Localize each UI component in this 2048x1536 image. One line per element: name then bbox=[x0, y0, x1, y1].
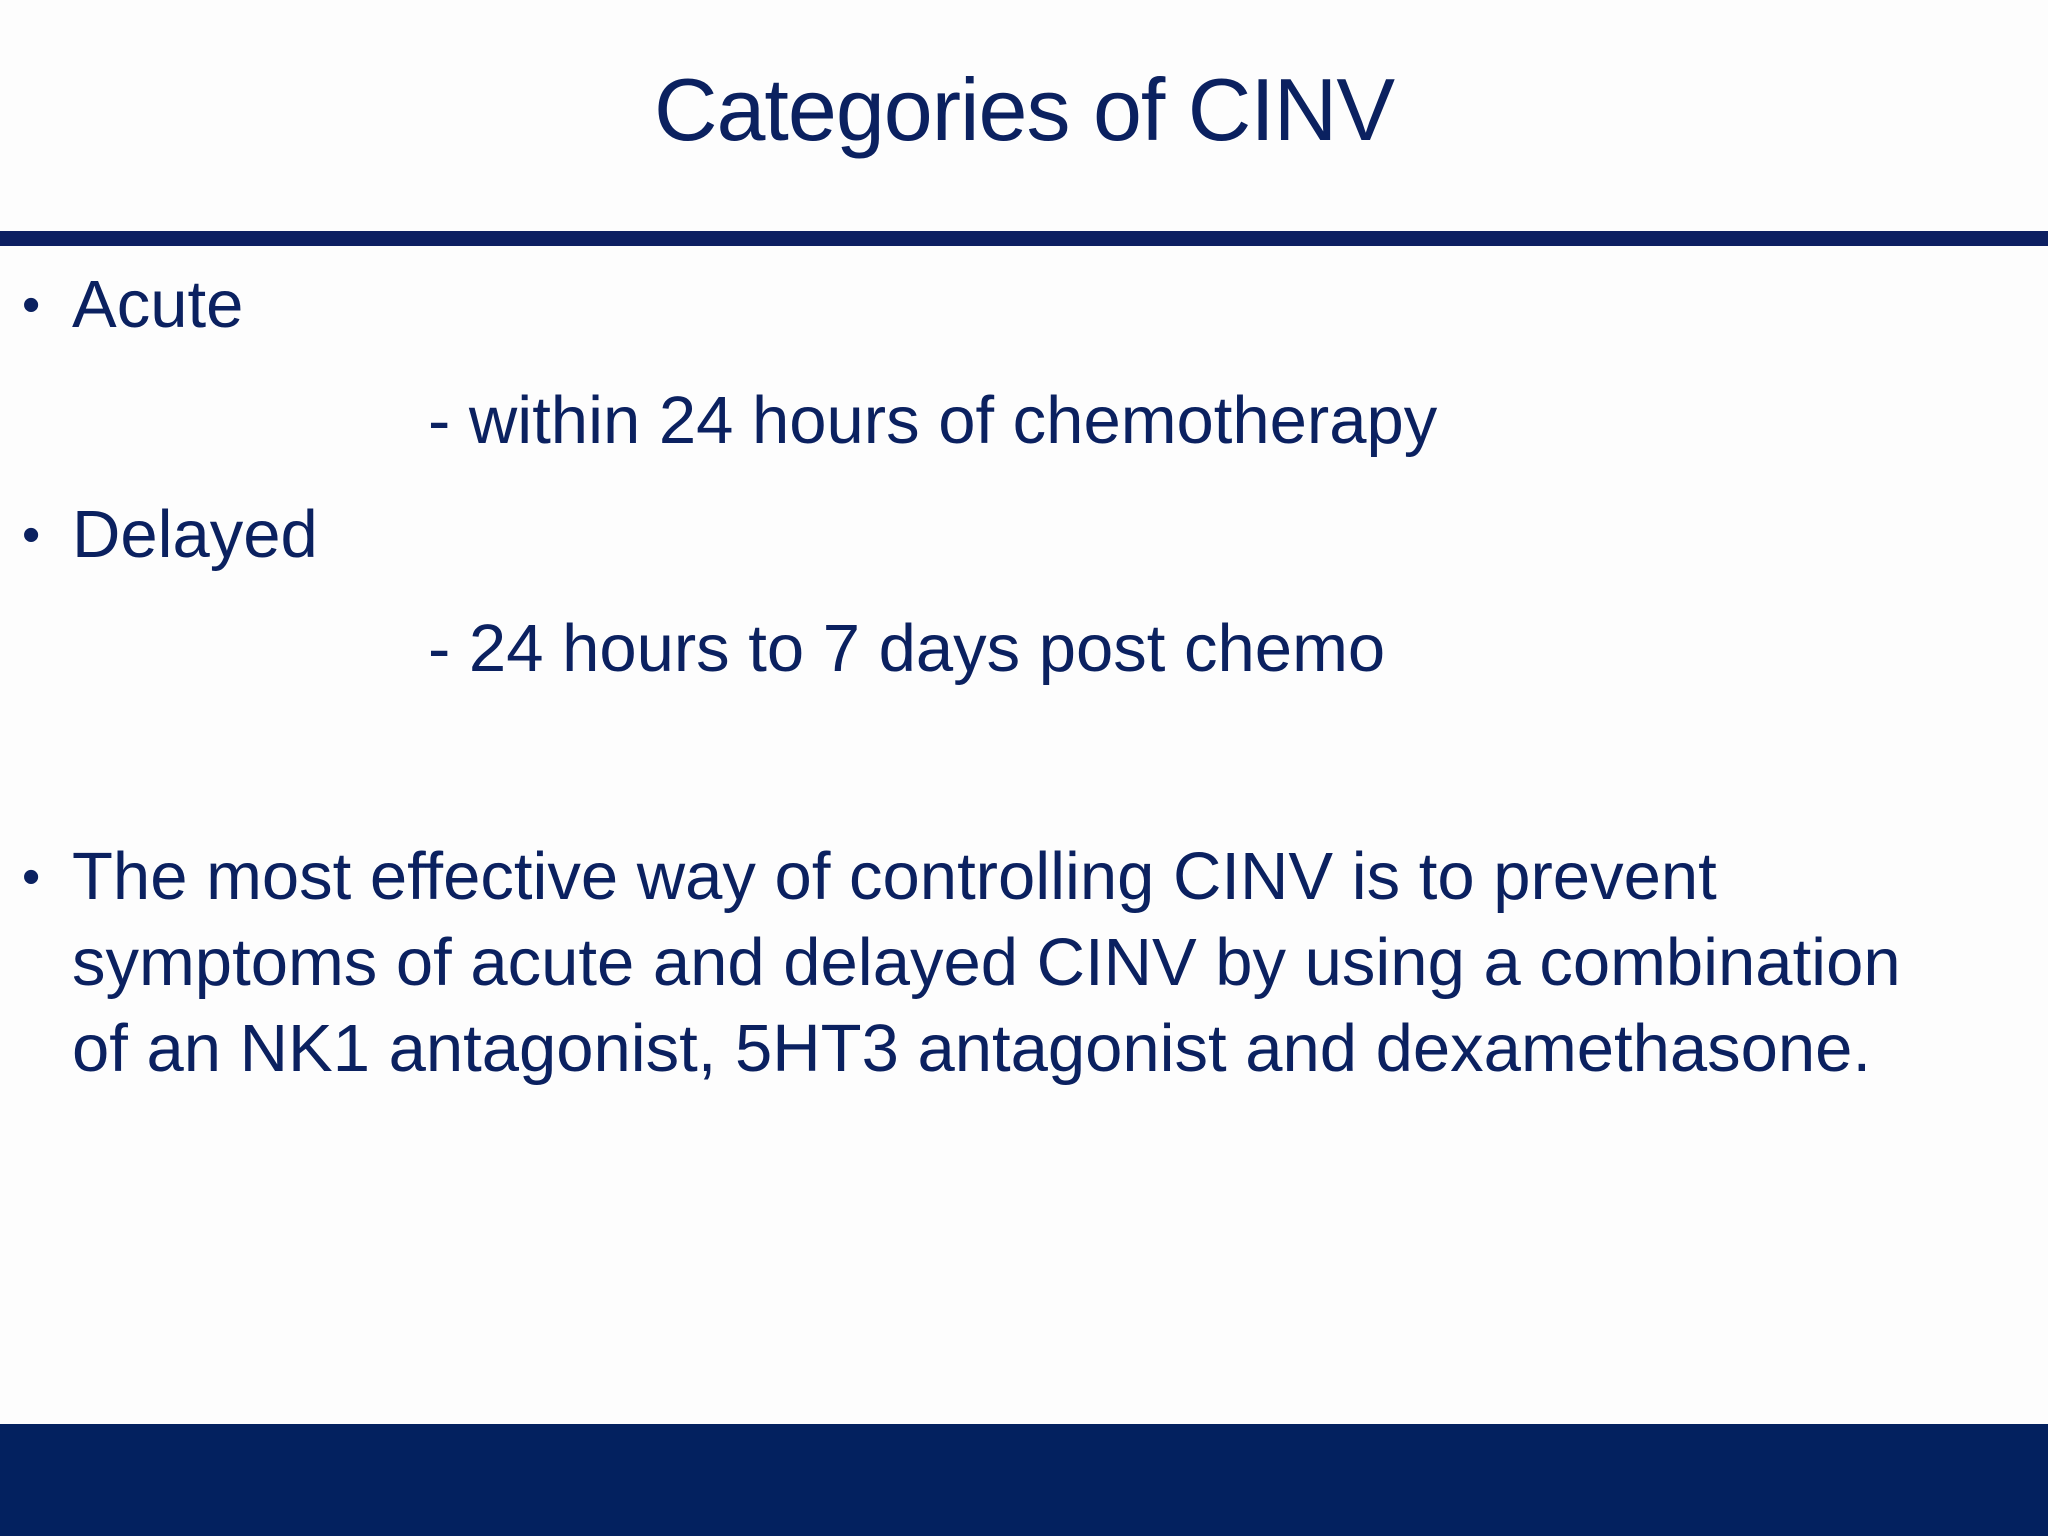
bullet-dot: • bbox=[22, 848, 41, 906]
bullet-dot: • bbox=[22, 276, 41, 334]
bullet-detail: - 24 hours to 7 days post chemo bbox=[428, 611, 1386, 686]
summary-paragraph: The most effective way of controlling CINV is to prevent symptoms of acute and delayed CINV by using a combination of an NK1 antagonist, 5HT3 antagonist and dexamethasone. bbox=[72, 839, 1901, 1086]
footer-band bbox=[0, 1424, 2048, 1536]
title-divider bbox=[0, 231, 2048, 246]
bullet-detail: - within 24 hours of chemotherapy bbox=[428, 383, 1438, 458]
bullet-dot: • bbox=[22, 506, 41, 564]
slide-title: Categories of CINV bbox=[653, 60, 1395, 159]
bullet-label: Delayed bbox=[72, 497, 318, 572]
bullet-label: Acute bbox=[72, 267, 244, 342]
